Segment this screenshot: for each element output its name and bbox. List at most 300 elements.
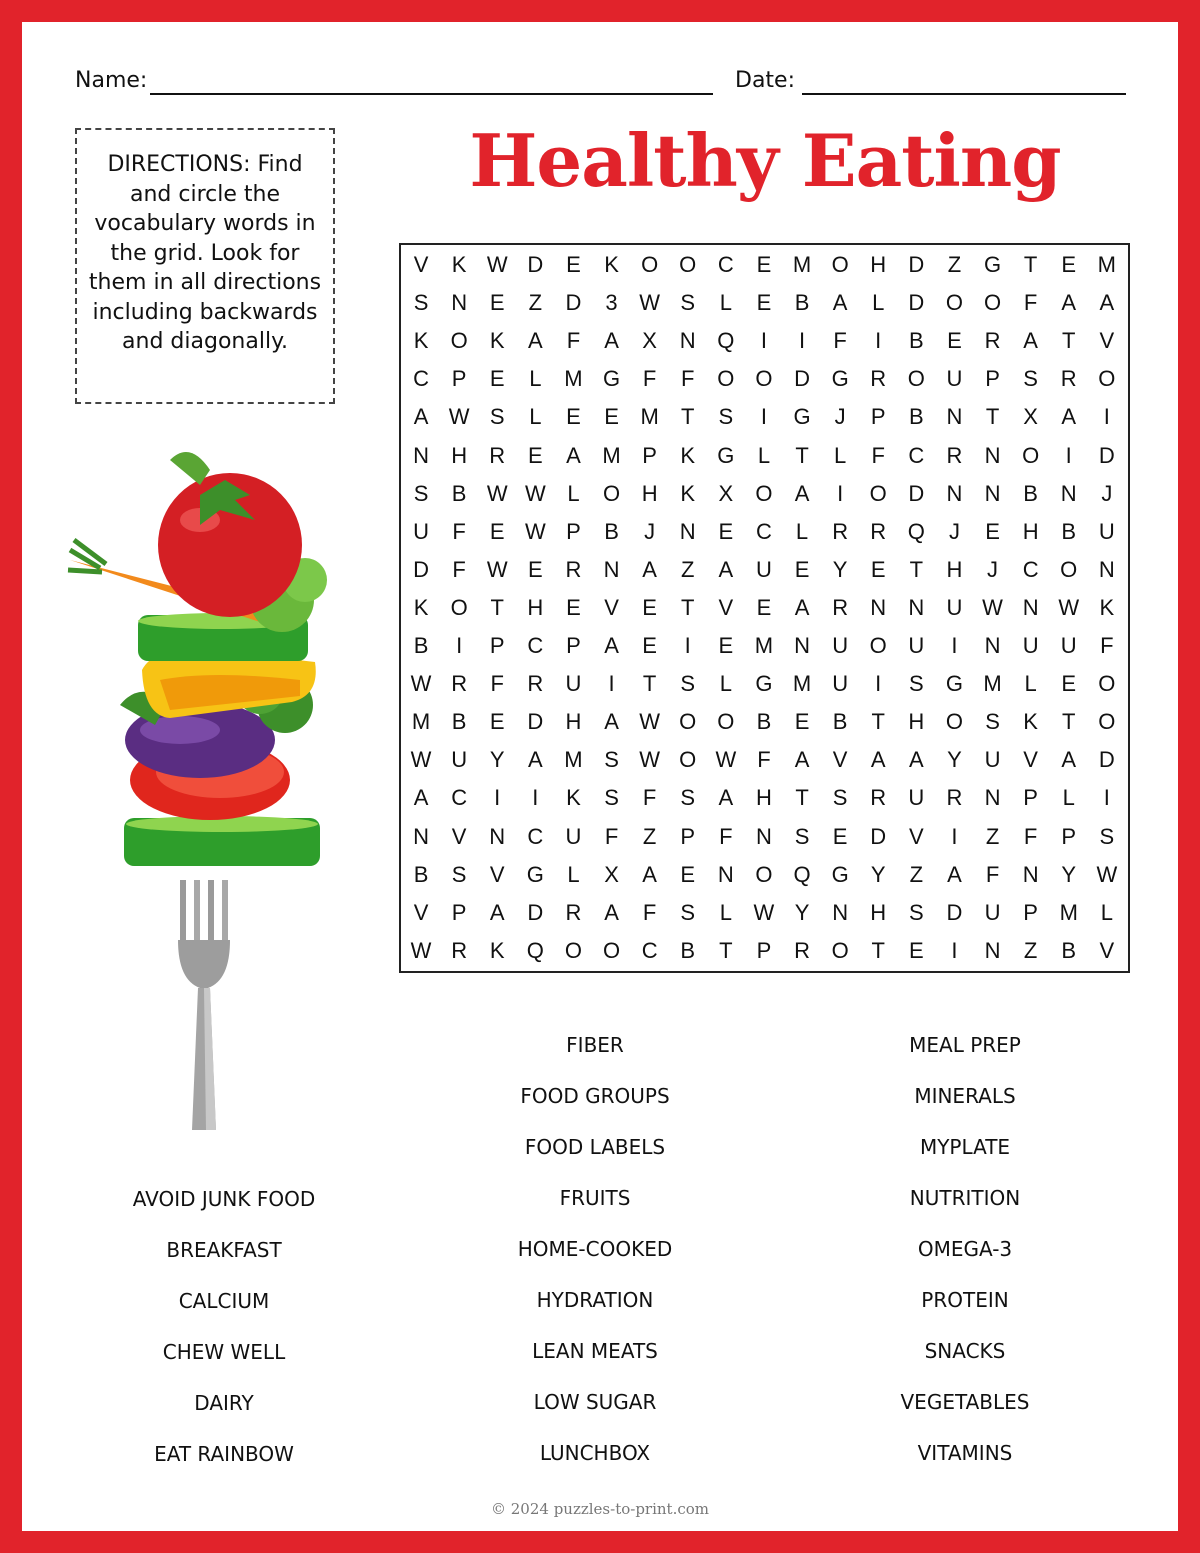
grid-cell[interactable]: V	[413, 252, 429, 278]
grid-cell[interactable]: P	[985, 366, 1000, 392]
grid-cell[interactable]: N	[679, 518, 696, 544]
grid-cell[interactable]: K	[489, 328, 505, 354]
grid-cell[interactable]: M	[754, 633, 774, 659]
grid-cell[interactable]: O	[1098, 671, 1116, 697]
grid-cell[interactable]: C	[527, 823, 544, 849]
grid-cell[interactable]: A	[832, 290, 848, 316]
grid-cell[interactable]: W	[1096, 861, 1118, 887]
grid-cell[interactable]: I	[798, 328, 806, 354]
grid-cell[interactable]: I	[951, 823, 958, 849]
grid-cell[interactable]: I	[875, 671, 882, 697]
grid-cell[interactable]: K	[566, 785, 581, 811]
grid-cell[interactable]: L	[567, 861, 580, 887]
grid-cell[interactable]: D	[413, 556, 429, 582]
grid-cell[interactable]: B	[832, 709, 848, 735]
grid-cell[interactable]: F	[681, 366, 695, 392]
grid-cell[interactable]: I	[532, 785, 539, 811]
grid-cell[interactable]: C	[755, 518, 772, 544]
grid-cell[interactable]: A	[909, 747, 924, 773]
grid-cell[interactable]: U	[946, 366, 963, 392]
grid-cell[interactable]: L	[1100, 899, 1113, 925]
grid-cell[interactable]: A	[718, 556, 734, 582]
grid-cell[interactable]: G	[945, 671, 963, 697]
grid-cell[interactable]: D	[908, 290, 925, 316]
grid-cell[interactable]: D	[908, 252, 925, 278]
grid-cell[interactable]: I	[875, 328, 882, 354]
grid-cell[interactable]: P	[489, 633, 505, 659]
grid-cell[interactable]: O	[717, 709, 735, 735]
grid-cell[interactable]: D	[527, 899, 544, 925]
grid-cell[interactable]: M	[411, 709, 431, 735]
grid-cell[interactable]: O	[564, 937, 582, 963]
grid-cell[interactable]: T	[871, 937, 885, 963]
grid-cell[interactable]: Q	[907, 518, 925, 544]
grid-cell[interactable]: N	[1022, 861, 1039, 887]
grid-cell[interactable]: N	[984, 785, 1001, 811]
grid-cell[interactable]: T	[681, 404, 695, 430]
grid-cell[interactable]: R	[565, 899, 582, 925]
grid-cell[interactable]: E	[1061, 252, 1077, 278]
grid-cell[interactable]: B	[794, 290, 810, 316]
grid-cell[interactable]: F	[757, 747, 771, 773]
grid-cell[interactable]: I	[608, 671, 615, 697]
grid-cell[interactable]: I	[1103, 785, 1110, 811]
grid-cell[interactable]: I	[837, 480, 844, 506]
grid-cell[interactable]: I	[951, 937, 958, 963]
grid-cell[interactable]: S	[985, 709, 1000, 735]
grid-cell[interactable]: U	[451, 747, 468, 773]
grid-cell[interactable]: C	[413, 366, 429, 392]
grid-cell[interactable]: A	[604, 328, 619, 354]
grid-cell[interactable]: E	[718, 633, 734, 659]
grid-cell[interactable]: R	[870, 785, 887, 811]
grid-cell[interactable]: E	[870, 556, 886, 582]
grid-cell[interactable]: M	[1059, 899, 1078, 925]
grid-cell[interactable]: H	[641, 480, 658, 506]
grid-cell[interactable]: A	[413, 785, 429, 811]
grid-cell[interactable]: H	[946, 556, 963, 582]
grid-cell[interactable]: S	[451, 861, 467, 887]
grid-cell[interactable]: I	[760, 328, 767, 354]
grid-cell[interactable]: V	[1099, 937, 1115, 963]
grid-cell[interactable]: E	[489, 709, 505, 735]
grid-cell[interactable]: M	[564, 366, 583, 392]
grid-cell[interactable]: R	[870, 518, 887, 544]
grid-cell[interactable]: F	[642, 366, 657, 392]
grid-cell[interactable]: P	[451, 899, 467, 925]
grid-cell[interactable]: H	[755, 785, 772, 811]
grid-cell[interactable]: Q	[526, 937, 544, 963]
grid-cell[interactable]: X	[718, 480, 734, 506]
grid-cell[interactable]: R	[984, 328, 1001, 354]
grid-cell[interactable]: O	[1022, 442, 1040, 468]
grid-cell[interactable]: O	[1098, 366, 1116, 392]
grid-cell[interactable]: O	[983, 290, 1002, 316]
grid-cell[interactable]: R	[489, 442, 506, 468]
grid-cell[interactable]: P	[1023, 785, 1038, 811]
grid-cell[interactable]: S	[489, 404, 505, 430]
grid-cell[interactable]: D	[1098, 442, 1115, 468]
grid-cell[interactable]: D	[1098, 747, 1115, 773]
grid-cell[interactable]: N	[946, 480, 963, 506]
grid-cell[interactable]: Y	[870, 861, 886, 887]
grid-cell[interactable]: X	[1023, 404, 1038, 430]
grid-cell[interactable]: R	[451, 671, 468, 697]
grid-cell[interactable]: L	[834, 442, 847, 468]
grid-cell[interactable]: Z	[909, 861, 924, 887]
grid-cell[interactable]: E	[566, 594, 581, 620]
grid-cell[interactable]: W	[524, 480, 546, 506]
grid-cell[interactable]: U	[1022, 633, 1039, 659]
grid-cell[interactable]: L	[1024, 671, 1037, 697]
grid-cell[interactable]: V	[604, 594, 619, 620]
grid-cell[interactable]: L	[567, 480, 580, 506]
grid-cell[interactable]: P	[451, 366, 467, 392]
grid-cell[interactable]: R	[1060, 366, 1077, 392]
grid-cell[interactable]: T	[719, 937, 733, 963]
grid-cell[interactable]: O	[945, 709, 963, 735]
grid-cell[interactable]: G	[983, 252, 1002, 278]
grid-cell[interactable]: G	[526, 861, 544, 887]
grid-cell[interactable]: L	[719, 671, 732, 697]
grid-cell[interactable]: C	[527, 633, 544, 659]
grid-cell[interactable]: E	[566, 252, 581, 278]
grid-cell[interactable]: N	[413, 442, 429, 468]
grid-cell[interactable]: H	[908, 709, 925, 735]
grid-cell[interactable]: N	[1098, 556, 1115, 582]
grid-cell[interactable]: E	[756, 594, 772, 620]
grid-cell[interactable]: W	[486, 556, 508, 582]
grid-cell[interactable]: N	[984, 937, 1001, 963]
grid-cell[interactable]: M	[564, 747, 583, 773]
grid-cell[interactable]: S	[1023, 366, 1038, 392]
grid-cell[interactable]: A	[528, 747, 543, 773]
grid-cell[interactable]: Z	[528, 290, 543, 316]
grid-cell[interactable]: O	[755, 480, 773, 506]
grid-cell[interactable]: P	[566, 518, 581, 544]
grid-cell[interactable]: H	[1022, 518, 1039, 544]
grid-cell[interactable]: Z	[947, 252, 962, 278]
grid-cell[interactable]: P	[756, 937, 772, 963]
grid-cell[interactable]: K	[1023, 709, 1038, 735]
grid-cell[interactable]: E	[642, 633, 657, 659]
grid-cell[interactable]: B	[909, 328, 924, 354]
grid-cell[interactable]: D	[946, 899, 963, 925]
grid-cell[interactable]: O	[450, 328, 468, 354]
grid-cell[interactable]: S	[832, 785, 848, 811]
grid-cell[interactable]: F	[490, 671, 504, 697]
grid-cell[interactable]: U	[908, 785, 925, 811]
grid-cell[interactable]: F	[604, 823, 619, 849]
grid-cell[interactable]: E	[489, 290, 505, 316]
grid-cell[interactable]: G	[602, 366, 621, 392]
grid-cell[interactable]: I	[684, 633, 691, 659]
grid-cell[interactable]: U	[1060, 633, 1077, 659]
grid-cell[interactable]: O	[1098, 709, 1116, 735]
grid-cell[interactable]: S	[413, 480, 429, 506]
grid-cell[interactable]: E	[832, 823, 848, 849]
grid-cell[interactable]: W	[486, 480, 508, 506]
grid-cell[interactable]: H	[527, 594, 544, 620]
grid-cell[interactable]: T	[1062, 709, 1076, 735]
grid-cell[interactable]: A	[1061, 404, 1077, 430]
grid-cell[interactable]: S	[680, 785, 696, 811]
grid-cell[interactable]: N	[984, 633, 1001, 659]
grid-cell[interactable]: F	[985, 861, 1000, 887]
grid-cell[interactable]: A	[489, 899, 505, 925]
grid-cell[interactable]: R	[451, 937, 468, 963]
grid-cell[interactable]: I	[760, 404, 767, 430]
grid-cell[interactable]: U	[908, 633, 925, 659]
grid-cell[interactable]: O	[1060, 556, 1078, 582]
grid-cell[interactable]: W	[982, 594, 1003, 620]
grid-cell[interactable]: U	[1098, 518, 1115, 544]
grid-cell[interactable]: N	[679, 328, 696, 354]
grid-cell[interactable]: L	[757, 442, 771, 468]
grid-cell[interactable]: Y	[947, 747, 962, 773]
grid-cell[interactable]: K	[489, 937, 505, 963]
grid-cell[interactable]: A	[870, 747, 886, 773]
grid-cell[interactable]: K	[413, 594, 429, 620]
grid-cell[interactable]: U	[832, 633, 849, 659]
grid-cell[interactable]: T	[1023, 252, 1038, 278]
grid-cell[interactable]: V	[451, 823, 467, 849]
grid-cell[interactable]: E	[489, 518, 505, 544]
grid-cell[interactable]: B	[413, 861, 429, 887]
grid-cell[interactable]: O	[641, 252, 659, 278]
grid-cell[interactable]: E	[909, 937, 924, 963]
grid-cell[interactable]: S	[680, 671, 696, 697]
grid-cell[interactable]: E	[566, 404, 581, 430]
grid-cell[interactable]: N	[832, 899, 849, 925]
grid-cell[interactable]: L	[529, 404, 542, 430]
grid-cell[interactable]: B	[451, 480, 467, 506]
grid-cell[interactable]: F	[642, 899, 657, 925]
grid-cell[interactable]: E	[947, 328, 962, 354]
grid-cell[interactable]: I	[494, 785, 501, 811]
grid-cell[interactable]: S	[680, 290, 696, 316]
grid-cell[interactable]: N	[984, 442, 1001, 468]
grid-cell[interactable]: K	[451, 252, 467, 278]
grid-cell[interactable]: N	[489, 823, 506, 849]
grid-cell[interactable]: W	[486, 252, 508, 278]
grid-cell[interactable]: X	[604, 861, 619, 887]
grid-cell[interactable]: I	[456, 633, 463, 659]
grid-cell[interactable]: M	[640, 404, 659, 430]
grid-cell[interactable]: D	[794, 366, 810, 392]
grid-cell[interactable]: W	[639, 747, 661, 773]
grid-cell[interactable]: B	[909, 404, 924, 430]
grid-cell[interactable]: V	[718, 594, 734, 620]
grid-cell[interactable]: J	[644, 518, 656, 544]
grid-cell[interactable]: O	[755, 861, 773, 887]
grid-cell[interactable]: S	[909, 671, 924, 697]
grid-cell[interactable]: Y	[832, 556, 848, 582]
grid-cell[interactable]: E	[604, 404, 619, 430]
grid-cell[interactable]: A	[718, 785, 734, 811]
grid-cell[interactable]: K	[413, 328, 429, 354]
grid-cell[interactable]: U	[565, 823, 582, 849]
grid-cell[interactable]: Y	[1061, 861, 1077, 887]
grid-cell[interactable]: F	[1023, 290, 1038, 316]
grid-cell[interactable]: U	[413, 518, 429, 544]
grid-cell[interactable]: C	[908, 442, 925, 468]
grid-cell[interactable]: V	[1099, 328, 1115, 354]
grid-cell[interactable]: E	[756, 290, 772, 316]
grid-cell[interactable]: B	[1061, 937, 1077, 963]
grid-cell[interactable]: T	[871, 709, 885, 735]
grid-cell[interactable]: C	[451, 785, 468, 811]
grid-cell[interactable]: S	[604, 785, 619, 811]
grid-cell[interactable]: S	[1099, 823, 1115, 849]
grid-cell[interactable]: B	[451, 709, 467, 735]
grid-cell[interactable]: G	[831, 861, 849, 887]
grid-cell[interactable]: M	[602, 442, 621, 468]
grid-cell[interactable]: C	[1022, 556, 1039, 582]
grid-cell[interactable]: W	[410, 671, 432, 697]
grid-cell[interactable]: Y	[794, 899, 810, 925]
grid-cell[interactable]: E	[528, 556, 543, 582]
grid-cell[interactable]: O	[602, 480, 621, 506]
grid-cell[interactable]: F	[642, 785, 657, 811]
grid-cell[interactable]: S	[718, 404, 734, 430]
grid-cell[interactable]: F	[1023, 823, 1038, 849]
grid-cell[interactable]: B	[1061, 518, 1077, 544]
grid-cell[interactable]: N	[717, 861, 734, 887]
grid-cell[interactable]: L	[719, 899, 732, 925]
grid-cell[interactable]: W	[410, 747, 432, 773]
grid-cell[interactable]: R	[870, 366, 887, 392]
grid-cell[interactable]: U	[946, 594, 963, 620]
grid-cell[interactable]: S	[909, 899, 924, 925]
grid-cell[interactable]: R	[527, 671, 544, 697]
grid-cell[interactable]: K	[604, 252, 619, 278]
grid-cell[interactable]: V	[1023, 747, 1038, 773]
grid-cell[interactable]: O	[755, 366, 773, 392]
grid-cell[interactable]: O	[679, 709, 697, 735]
grid-cell[interactable]: S	[680, 899, 696, 925]
grid-cell[interactable]: W	[524, 518, 546, 544]
grid-cell[interactable]: A	[413, 404, 429, 430]
grid-cell[interactable]: A	[794, 594, 810, 620]
grid-cell[interactable]: O	[907, 366, 925, 392]
grid-cell[interactable]: H	[565, 709, 582, 735]
grid-cell[interactable]: P	[1061, 823, 1077, 849]
grid-cell[interactable]: N	[908, 594, 925, 620]
grid-cell[interactable]: A	[642, 861, 657, 887]
grid-cell[interactable]: R	[794, 937, 810, 963]
grid-cell[interactable]: A	[1061, 290, 1077, 316]
grid-cell[interactable]: E	[794, 556, 810, 582]
grid-cell[interactable]: E	[718, 518, 734, 544]
grid-cell[interactable]: L	[1062, 785, 1075, 811]
grid-cell[interactable]: H	[870, 899, 887, 925]
grid-cell[interactable]: N	[794, 633, 810, 659]
grid-cell[interactable]: F	[719, 823, 733, 849]
grid-cell[interactable]: F	[833, 328, 847, 354]
grid-cell[interactable]: A	[566, 442, 581, 468]
grid-cell[interactable]: U	[565, 671, 582, 697]
grid-cell[interactable]: S	[413, 290, 429, 316]
grid-cell[interactable]: A	[794, 747, 810, 773]
grid-cell[interactable]: F	[871, 442, 885, 468]
grid-cell[interactable]: F	[452, 518, 466, 544]
grid-cell[interactable]: D	[527, 252, 544, 278]
grid-cell[interactable]: O	[869, 633, 887, 659]
grid-cell[interactable]: M	[792, 671, 812, 697]
grid-cell[interactable]: B	[680, 937, 696, 963]
grid-cell[interactable]: W	[639, 709, 661, 735]
grid-cell[interactable]: H	[870, 252, 887, 278]
grid-cell[interactable]: B	[1023, 480, 1038, 506]
grid-cell[interactable]: P	[566, 633, 581, 659]
grid-cell[interactable]: A	[604, 633, 619, 659]
grid-cell[interactable]: A	[642, 556, 657, 582]
grid-cell[interactable]: T	[985, 404, 1000, 430]
grid-cell[interactable]: W	[715, 747, 737, 773]
grid-cell[interactable]: K	[1099, 594, 1115, 620]
grid-cell[interactable]: V	[413, 899, 429, 925]
grid-cell[interactable]: E	[985, 518, 1000, 544]
grid-cell[interactable]: O	[945, 290, 963, 316]
grid-cell[interactable]: G	[831, 366, 849, 392]
grid-cell[interactable]: E	[680, 861, 696, 887]
grid-cell[interactable]: X	[642, 328, 657, 354]
grid-cell[interactable]: W	[448, 404, 470, 430]
grid-cell[interactable]: A	[1023, 328, 1038, 354]
grid-cell[interactable]: R	[565, 556, 582, 582]
grid-cell[interactable]: M	[792, 252, 812, 278]
grid-cell[interactable]: A	[1099, 290, 1115, 316]
grid-cell[interactable]: Z	[681, 556, 695, 582]
grid-cell[interactable]: P	[1023, 899, 1038, 925]
grid-cell[interactable]: E	[489, 366, 505, 392]
grid-cell[interactable]: W	[1058, 594, 1080, 620]
grid-cell[interactable]: N	[451, 290, 468, 316]
grid-cell[interactable]: V	[909, 823, 924, 849]
grid-cell[interactable]: U	[984, 899, 1001, 925]
grid-cell[interactable]: Q	[793, 861, 811, 887]
grid-cell[interactable]: B	[413, 633, 429, 659]
grid-cell[interactable]: W	[639, 290, 661, 316]
grid-cell[interactable]: N	[413, 823, 429, 849]
grid-cell[interactable]: E	[528, 442, 543, 468]
grid-cell[interactable]: E	[642, 594, 657, 620]
grid-cell[interactable]: E	[756, 252, 772, 278]
grid-cell[interactable]: A	[604, 709, 619, 735]
grid-cell[interactable]: B	[756, 709, 772, 735]
grid-cell[interactable]: C	[717, 252, 734, 278]
grid-cell[interactable]: N	[603, 556, 620, 582]
grid-cell[interactable]: T	[909, 556, 924, 582]
grid-cell[interactable]: N	[870, 594, 887, 620]
grid-cell[interactable]: P	[642, 442, 657, 468]
grid-cell[interactable]: O	[831, 937, 849, 963]
grid-cell[interactable]: T	[1062, 328, 1076, 354]
grid-cell[interactable]: H	[451, 442, 468, 468]
grid-cell[interactable]: O	[717, 366, 735, 392]
grid-cell[interactable]: T	[795, 785, 809, 811]
grid-cell[interactable]: I	[1103, 404, 1110, 430]
grid-cell[interactable]: B	[604, 518, 619, 544]
grid-cell[interactable]: Z	[985, 823, 1000, 849]
grid-cell[interactable]: P	[680, 823, 696, 849]
grid-cell[interactable]: N	[1060, 480, 1077, 506]
grid-cell[interactable]: U	[755, 556, 772, 582]
grid-cell[interactable]: G	[793, 404, 811, 430]
grid-cell[interactable]: R	[946, 442, 963, 468]
grid-cell[interactable]: K	[680, 442, 696, 468]
